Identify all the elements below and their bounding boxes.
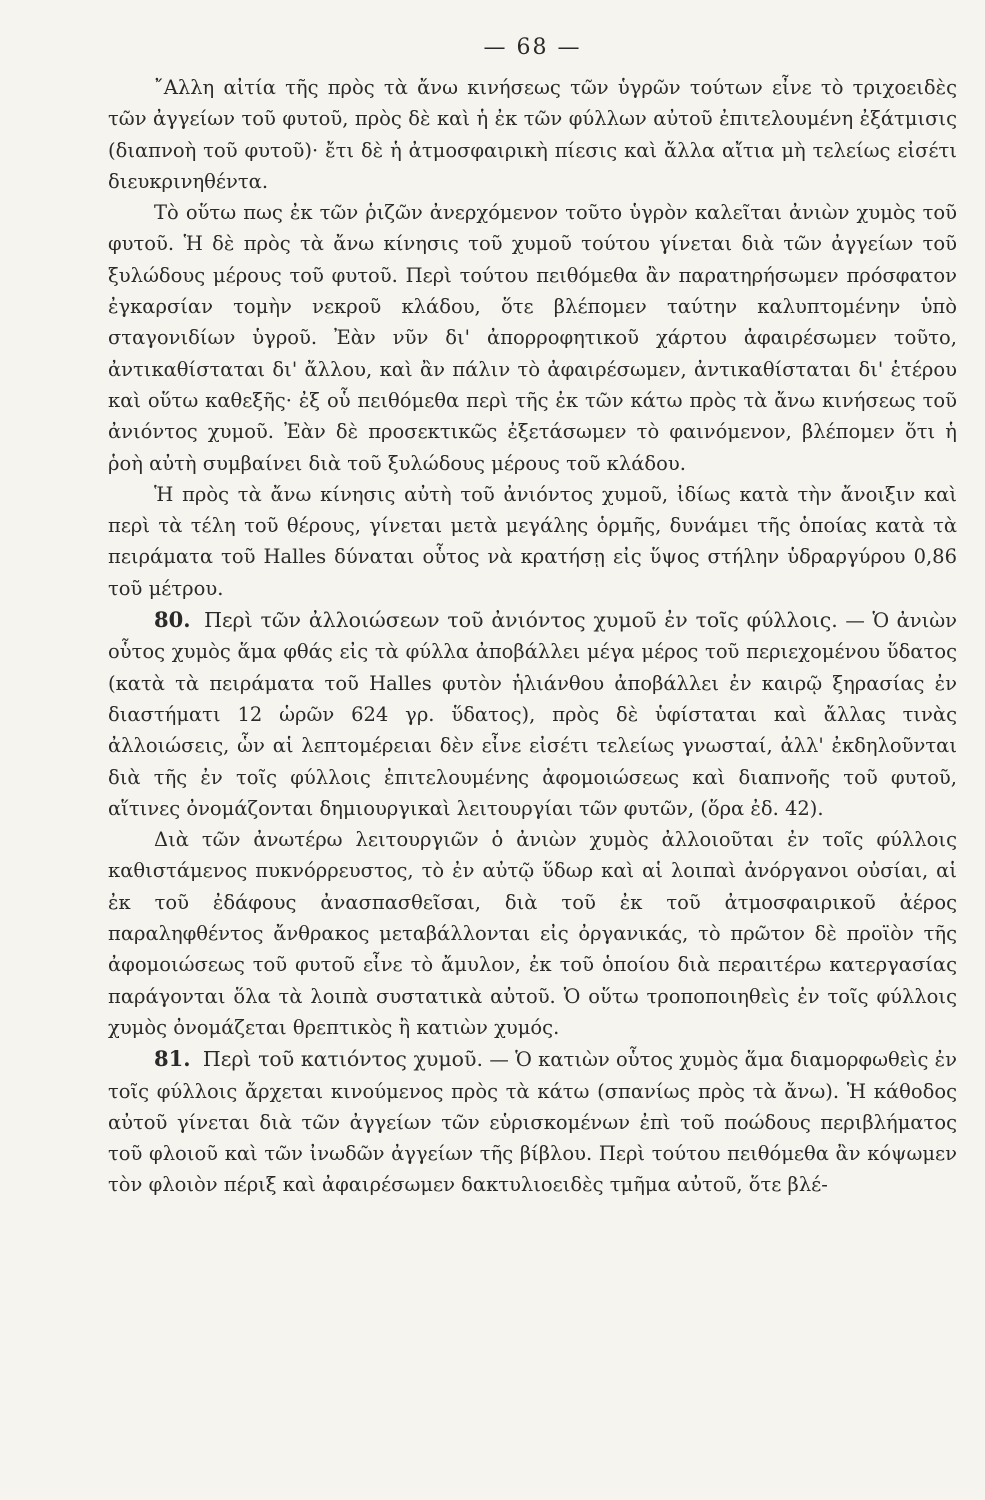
paragraph	[108, 197, 957, 479]
paragraph-text: Τὸ οὕτω πως ἐκ τῶν ῥιζῶν ἀνερχόμενον τοῦτο ὑγρὸν καλεῖται ἀνιὼν χυμὸς τοῦ φυτοῦ. Ἡ δὲ πρὸς τὰ ἄνω κίνησις τοῦ χυμοῦ τούτου γίνεται διὰ τῶν ἀγγείων τοῦ ξυλώδους μέρους τοῦ φυτοῦ. Περὶ τούτου πειθόμεθα ἂν παρατηρήσωμεν πρόσφατον ἐγκαρσίαν τομὴν νεκροῦ κλάδου, ὅτε βλέπομεν ταύτην καλυπτομένην ὑπὸ σταγονιδίων ὑγροῦ. Ἐὰν νῦν δι' ἀπορροφητικοῦ χάρτου ἀφαιρέσωμεν τοῦτο, ἀντικαθίσταται δι' ἄλλου, καὶ ἂν πάλιν τὸ ἀφαιρέσωμεν, ἀντικαθίσταται δι' ἑτέρου καὶ οὕτω καθεξῆς· ἐξ οὗ πειθόμεθα περὶ τῆς ἐκ τῶν κάτω πρὸς τὰ ἄνω κινήσεως τοῦ ἀνιόντος χυμοῦ. Ἐὰν δὲ προσεκτικῶς ἐξετάσωμεν τὸ φαινόμενον, βλέπομεν ὅτι ἡ ῥοὴ αὐτὴ συμβαίνει διὰ τοῦ ξυλώδους μέρους τοῦ κλάδου.	[108, 201, 957, 475]
section-number: 81.	[154, 1046, 191, 1072]
section-paragraph	[108, 1043, 957, 1200]
paragraph-text: — Ὁ κατιὼν οὗτος χυμὸς ἅμα διαμορφωθεὶς ἐν τοῖς φύλλοις ἄρχεται κινούμενος πρὸς τὰ κάτω (σπανίως πρὸς τὰ ἄνω). Ἡ κάθοδος αὐτοῦ γίνεται διὰ τῶν ἀγγείων τῶν εὑρισκομένων ἐπὶ τοῦ ποώδους περιβλήματος τοῦ φλοιοῦ καὶ τῶν ἰνωδῶν ἀγγείων τῆς βίβλου. Περὶ τούτου πειθόμεθα ἂν κόψωμεν τὸν φλοιὸν πέριξ καὶ ἀφαιρέσωμεν δακτυλιοειδὲς τμῆμα αὐτοῦ, ὅτε βλέ-	[108, 1048, 958, 1197]
paragraph-text: — Ὁ ἀνιὼν οὗτος χυμὸς ἅμα φθάς εἰς τὰ φύλλα ἀποβάλλει μέγα μέρος τοῦ περιεχομένου ὕδατος (κατὰ τὰ πειράματα τοῦ Halles φυτὸν ἡλιάνθου ἀποβάλλει ἐν καιρῷ ξηρασίας ἐν διαστήματι 12 ὡρῶν 624 γρ. ὕδατος), πρὸς δὲ ὑφίσταται καὶ ἄλλας τινὰς ἀλλοιώσεις, ὧν αἱ λεπτομέρειαι δὲν εἶνε εἰσέτι τελείως γνωσταί, ἀλλ' ἐκδηλοῦνται διὰ τῆς ἐν τοῖς φύλλοις ἐπιτελουμένης ἀφομοιώσεως καὶ διαπνοῆς τοῦ φυτοῦ, αἵτινες ὀνομάζονται δημιουργικαὶ λειτουργίαι τῶν φυτῶν, (ὅρα ἐδ. 42).	[108, 609, 958, 820]
section-title: Περὶ τῶν ἀλλοιώσεων τοῦ ἀνιόντος χυμοῦ ἐν τοῖς φύλλοις.	[204, 608, 838, 633]
paragraph	[108, 824, 957, 1043]
paragraph-text: Ἡ πρὸς τὰ ἄνω κίνησις αὐτὴ τοῦ ἀνιόντος χυμοῦ, ἰδίως κατὰ τὴν ἄνοιξιν καὶ περὶ τὰ τέλη τοῦ θέρους, γίνεται μετὰ μεγάλης ὁρμῆς, δυνάμει τῆς ὁποίας κατὰ τὰ πειράματα τοῦ Halles δύναται οὗτος νὰ κρατήσῃ εἰς ὕψος στήλην ὑδραργύρου 0,86 τοῦ μέτρου.	[108, 482, 957, 600]
section-paragraph	[108, 604, 957, 824]
paragraph-text: ῎Αλλη αἰτία τῆς πρὸς τὰ ἄνω κινήσεως τῶν ὑγρῶν τούτων εἶνε τὸ τριχοειδὲς τῶν ἀγγείων τοῦ φυτοῦ, πρὸς δὲ καὶ ἡ ἐκ τῶν φύλλων αὐτοῦ ἐπιτελουμένη ἐξάτμισις (διαπνοὴ τοῦ φυτοῦ)· ἔτι δὲ ἡ ἀτμοσφαιρικὴ πίεσις καὶ ἄλλα αἴτια μὴ τελείως εἰσέτι διευκρινηθέντα.	[108, 76, 957, 193]
paragraph-text: Διὰ τῶν ἀνωτέρω λειτουργιῶν ὁ ἀνιὼν χυμὸς ἀλλοιοῦται ἐν τοῖς φύλλοις καθιστάμενος πυκνόρρευστος, τὸ ἐν αὐτῷ ὕδωρ καὶ αἱ λοιπαὶ ἀνόργανοι οὐσίαι, αἱ ἐκ τοῦ ἐδάφους ἀνασπασθεῖσαι, διὰ τοῦ ἐκ τοῦ ἀτμοσφαιρικοῦ ἀέρος παραληφθέντος ἄνθρακος μεταβάλλονται εἰς ὀργανικάς, τὸ πρῶτον δὲ προϊὸν τῆς ἀφομοιώσεως τοῦ φυτοῦ εἶνε τὸ ἄμυλον, ἐκ τοῦ ὁποίου διὰ περαιτέρω κατεργασίας παράγονται ὅλα τὰ λοιπὰ συστατικὰ αὐτοῦ. Ὁ οὕτω τροποποιηθεὶς ἐν τοῖς φύλλοις χυμὸς ὀνομάζεται θρεπτικὸς ἢ κατιὼν χυμός.	[108, 828, 957, 1039]
page-number: — 68 —	[483, 35, 582, 60]
section-number: 80.	[154, 607, 191, 633]
paragraph	[108, 479, 957, 604]
paragraph	[108, 72, 957, 197]
section-title: Περὶ τοῦ κατιόντος χυμοῦ.	[202, 1047, 483, 1072]
